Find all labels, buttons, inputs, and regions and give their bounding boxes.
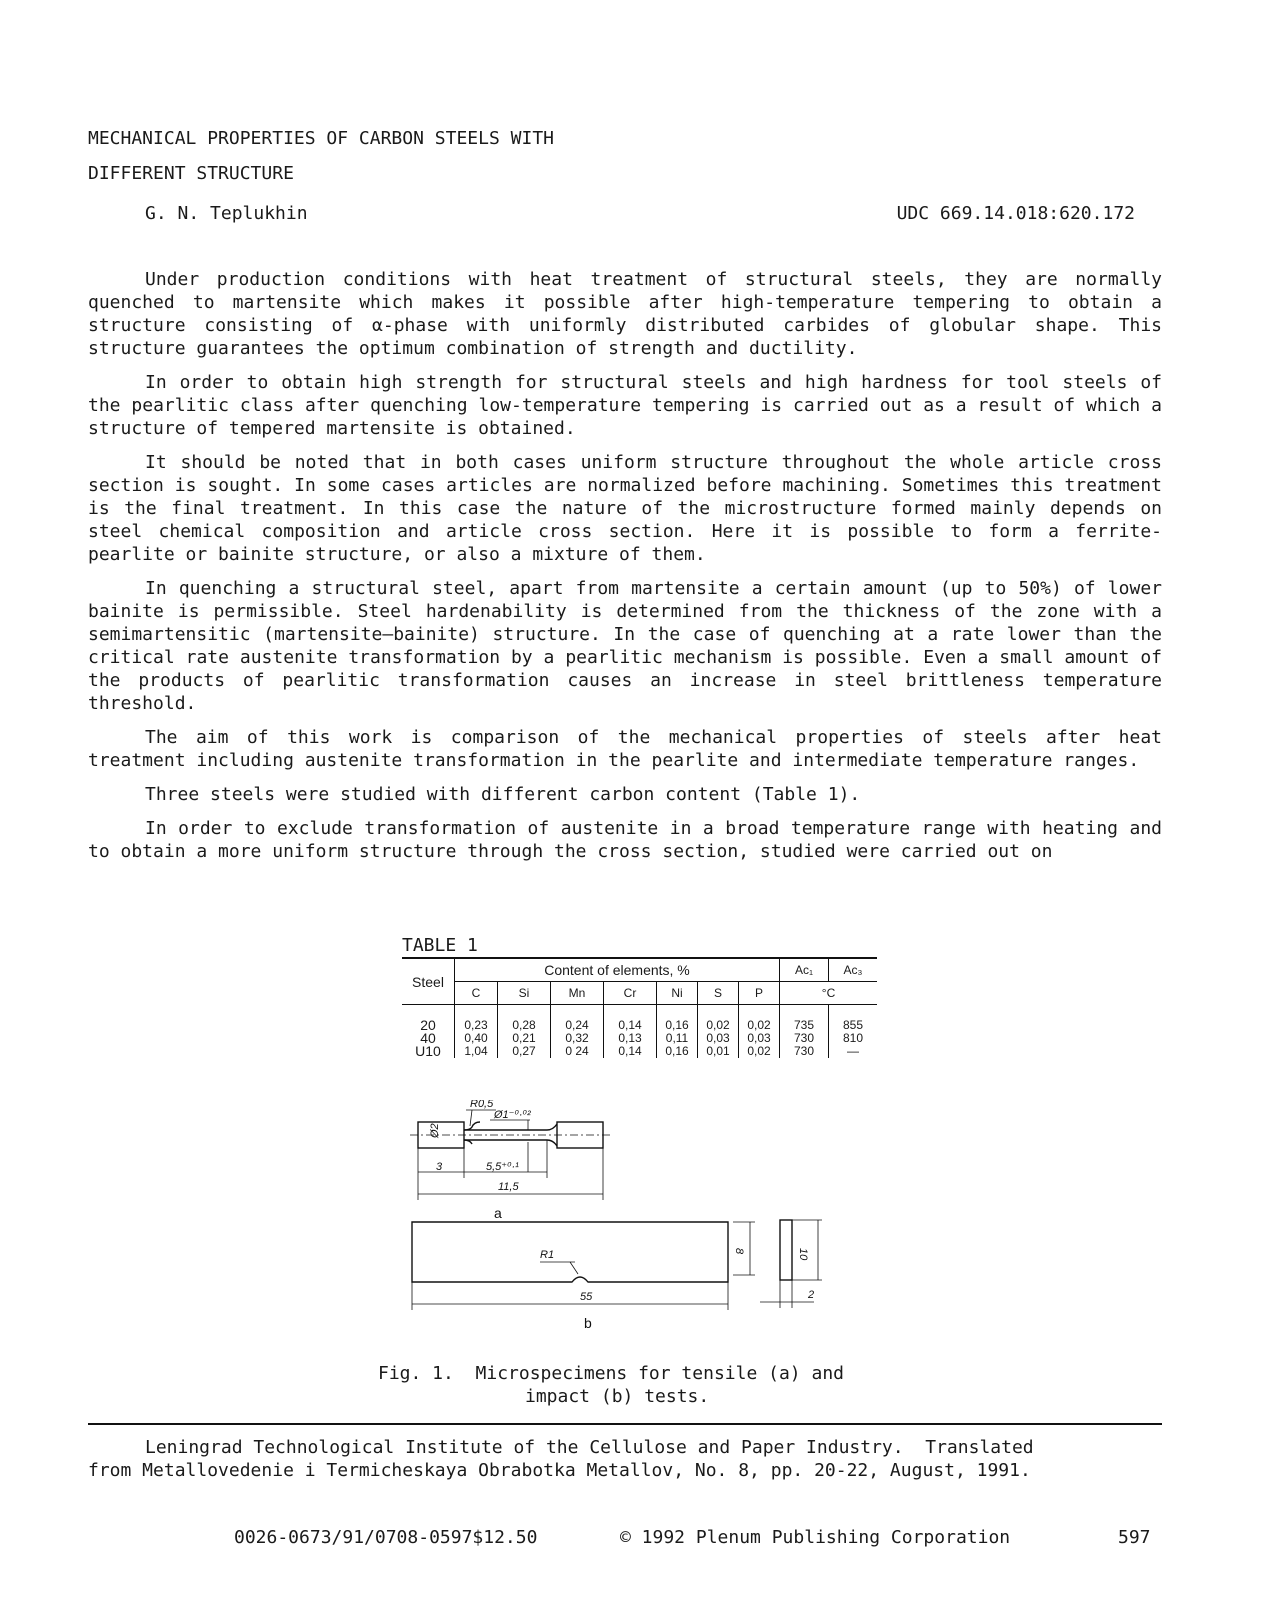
value-cell: 0,03 [739,1032,780,1045]
affiliation-line-2: from Metallovedenie i Termicheskaya Obrabotka Metallov, No. 8, pp. 20-22, August, 1991. [88,1460,1031,1481]
diameter-label: Ø1⁻⁰·⁰² [494,1109,531,1121]
element-header: Mn [551,982,604,1005]
height-label-10: 10 [797,1248,809,1261]
ac3-cell: 855 [842,1018,864,1032]
paper-title [88,121,554,191]
ac3-cell: 810 [842,1031,864,1045]
length-label-55: 55 [580,1291,593,1303]
value-cell: 0,21 [498,1032,551,1045]
temp-unit-header: °C [780,982,878,1005]
element-header: Si [498,982,551,1005]
value-cell: 0,03 [698,1032,739,1045]
figure-caption-line-1: Fig. 1. Microspecimens for tensile (a) and [378,1363,844,1384]
paragraph-2: In order to obtain high strength for structural steels and high hardness for tool steels of the pearlitic class after quenching low-temperature tempering is carried out as a result of which a structure of tempered martensite is obtained. [88,372,1162,439]
ac3-cell: — [847,1044,859,1058]
publication-code: 0026-0673/91/0708-0597$12.50 [234,1527,538,1548]
author: G. N. Teplukhin [145,203,308,224]
title-line-2: DIFFERENT STRUCTURE [88,163,294,184]
affiliation-note [88,1436,1162,1482]
subfigure-a-label: a [494,1205,502,1221]
subfigure-b-label: b [584,1315,592,1331]
paragraph-1: Under production conditions with heat treatment of structural steels, they are normally quenched to martensite which makes it possible after high-temperature tempering to obtain a structure consisting of α-phase with uniformly distributed carbides of globular shape. This structure guarantees the optimum combination of strength and ductility. [88,269,1162,359]
figure-caption [378,1362,908,1408]
head-diameter-label: Ø2 [429,1123,441,1138]
ac1-cell: 730 [780,1032,829,1045]
body-text [88,268,1162,874]
table-row [402,1045,877,1058]
ac3-header: Ac₃ [829,958,878,982]
ac1-cell: 735 [780,1005,829,1033]
specimen-figure [410,1100,850,1360]
value-cell: 0,24 [551,1005,604,1033]
value-cell: 0,27 [498,1045,551,1058]
table-caption: TABLE 1 [402,935,478,956]
width-label-2: 2 [808,1289,815,1301]
value-cell: 0,32 [551,1032,604,1045]
value-cell: 0,11 [657,1032,698,1045]
value-cell: 0,16 [657,1005,698,1033]
value-cell: 0,01 [698,1045,739,1058]
value-cell: 0,40 [455,1032,498,1045]
element-header: S [698,982,739,1005]
value-cell: 0,16 [657,1045,698,1058]
notch-radius-label: R1 [540,1249,555,1261]
value-cell: 0,23 [455,1005,498,1033]
value-cell: 0,02 [698,1005,739,1033]
element-header: Cr [604,982,657,1005]
paragraph-5: The aim of this work is comparison of the mechanical properties of steels after heat treatment including austenite transformation in the pearlite and intermediate temperature ranges. [88,727,1162,771]
element-header: Ni [657,982,698,1005]
length-label-3: 3 [436,1161,443,1173]
value-cell: 0,28 [498,1005,551,1033]
steel-cell: 20 [402,1005,455,1033]
value-cell: 0 24 [551,1045,604,1058]
steel-cell: U10 [402,1045,455,1058]
value-cell: 0,02 [739,1005,780,1033]
title-line-1: MECHANICAL PROPERTIES OF CARBON STEELS WITH [88,128,554,149]
page-number: 597 [1118,1527,1151,1548]
value-cell: 0,14 [604,1045,657,1058]
radius-label: R0,5 [470,1100,494,1110]
figure-caption-line-2: impact (b) tests. [525,1386,710,1407]
udc-code: UDC 669.14.018:620.172 [896,203,1135,224]
ac1-cell: 730 [780,1045,829,1058]
value-cell: 0,14 [604,1005,657,1033]
steel-header: Steel [402,958,455,1005]
element-header: P [739,982,780,1005]
ac1-header: Ac₁ [780,958,829,982]
paragraph-3: It should be noted that in both cases uniform structure throughout the whole article cross section is sought. In some cases articles are normalized before machining. Sometimes this treatment is the final treatment. In this case the nature of the microstructure formed mainly depends on steel chemical composition and article cross section. Here it is possible to form a ferrite-pearlite or bainite structure, or also a mixture of them. [88,452,1162,565]
table-row [402,1005,877,1033]
steel-cell: 40 [402,1032,455,1045]
copyright: © 1992 Plenum Publishing Corporation [620,1527,1011,1548]
element-header: C [455,982,498,1005]
height-label-8: 8 [733,1248,745,1255]
affiliation-line-1: Leningrad Technological Institute of the Cellulose and Paper Industry. Translated [145,1437,1034,1458]
value-cell: 1,04 [455,1045,498,1058]
composition-table [402,957,877,1058]
length-label-5-5: 5,5⁺⁰·¹ [486,1161,519,1173]
value-cell: 0,02 [739,1045,780,1058]
paragraph-7: In order to exclude transformation of austenite in a broad temperature range with heating and to obtain a more uniform structure through the cross section, studied were carried out on [88,818,1162,862]
content-header: Content of elements, % [455,958,780,982]
length-label-11-5: 11,5 [498,1181,519,1193]
paragraph-4: In quenching a structural steel, apart from martensite a certain amount (up to 50%) of lower bainite is permissible. Steel hardenability is determined from the thickness of the zone with a semimartensitic (martensite—bainite) structure. In the case of quenching at a rate lower than the critical rate austenite transformation by a pearlitic mechanism is possible. Even a small amount of the products of pearlitic transformation causes an increase in steel brittleness temperature threshold. [88,578,1162,714]
paragraph-6: Three steels were studied with different carbon content (Table 1). [145,784,861,805]
value-cell: 0,13 [604,1032,657,1045]
footer-divider [88,1423,1162,1425]
impact-specimen-drawing [412,1220,822,1310]
